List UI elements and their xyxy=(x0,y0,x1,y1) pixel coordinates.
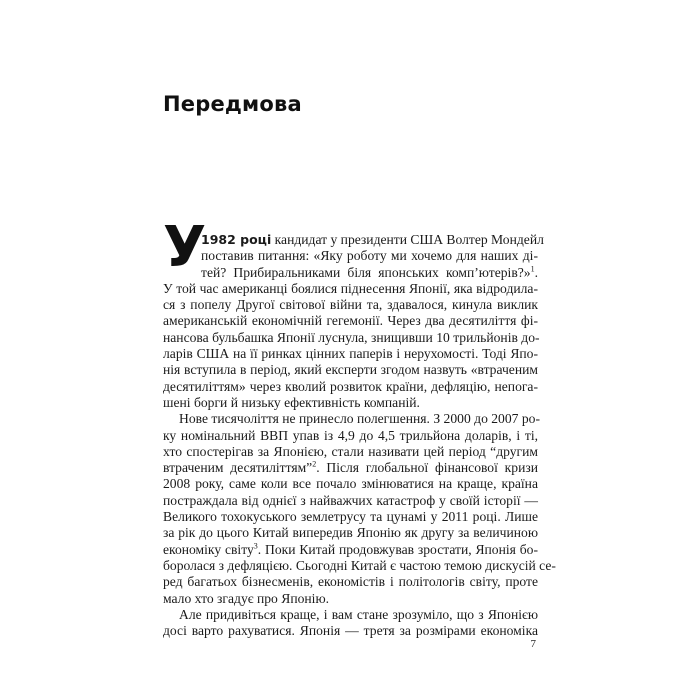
paragraph-2 xyxy=(163,411,556,607)
text-line: американській економічній гегемонії. Через два десятиліття фі- xyxy=(163,313,538,329)
text-line: боролася з дефляцією. Сьогодні Китай є частою темою дискусій се- xyxy=(163,557,556,573)
text-line: хто спостерігав за Японією, стали називати цей період “другим xyxy=(163,443,538,459)
text-line: досі варто рахуватися. Японія — третя за розмірами економіка xyxy=(163,623,538,639)
paragraph-3 xyxy=(163,607,538,640)
footnote-ref: 1 xyxy=(530,264,535,274)
text-line: втраченим десятиліттям”$^2$. Після глобальної фінансової кризи xyxy=(163,459,538,476)
text-line: десятиліттям» через кволий розвиток країни, дефляцію, непога- xyxy=(163,378,538,394)
text-line: Нове тисячоліття не принесло полегшення. З 2000 до 2007 ро- xyxy=(179,411,540,427)
text-line: 2008 року, саме коли все почало змінюватися на краще, країна xyxy=(163,476,538,492)
footnote-ref: 2 xyxy=(312,459,317,469)
text-line: за рік до цього Китай випередив Японію як другу за величиною xyxy=(163,525,538,541)
page-number: 7 xyxy=(530,638,536,650)
text-line: ся з попелу Другої світової війни та, здавалося, кинула виклик xyxy=(163,297,538,313)
text-line: ларів США на її ринках цінних паперів і нерухомості. Тоді Япо- xyxy=(163,346,538,362)
text-line: ку номінальний ВВП упав із 4,9 до 4,5 трильйона доларів, і ті, xyxy=(163,427,538,443)
drop-cap: У xyxy=(163,215,207,280)
text-line: економіку світу$^3$. Поки Китай продовжував зростати, Японія бо- xyxy=(163,541,538,557)
text-line: нансова бульбашка Японії луснула, знищивши 10 трильйонів до- xyxy=(163,329,540,345)
text-line: ред багатьох бізнесменів, економістів і політологів світу, проте xyxy=(163,574,538,590)
text-line: постраждала від однієї з найважчих катастроф у своїй історії — xyxy=(163,492,538,508)
text-line: мало хто згадує про Японію. xyxy=(163,590,329,606)
footnote-ref: 3 xyxy=(253,541,258,551)
lead-words: 1982 році xyxy=(201,232,272,247)
chapter-title: Передмова xyxy=(163,92,302,116)
text-line: У той час американці боялися піднесення Японії, яка відродила- xyxy=(163,280,538,296)
text-line: поставив питання: «Яку роботу ми хочемо для наших ді- xyxy=(201,248,538,264)
text-line: шені борги й низьку ефективність компаній. xyxy=(163,394,420,410)
text-line: Великого тохокуського землетрусу та цунамі у 2011 році. Лише xyxy=(163,509,538,525)
text-line: Але придивіться краще, і вам стане зрозуміло, що з Японією xyxy=(179,606,538,622)
paragraph-1 xyxy=(163,232,544,411)
text-line: тей? Прибиральниками біля японських комп’ютерів?»$^1$. xyxy=(201,264,538,280)
text-line: нія вступила в період, який експерти згодом назвуть «втраченим xyxy=(163,362,538,378)
text-line: 1982 році кандидат у президенти США Волтер Мондейл xyxy=(201,232,544,247)
body-text xyxy=(163,232,556,639)
